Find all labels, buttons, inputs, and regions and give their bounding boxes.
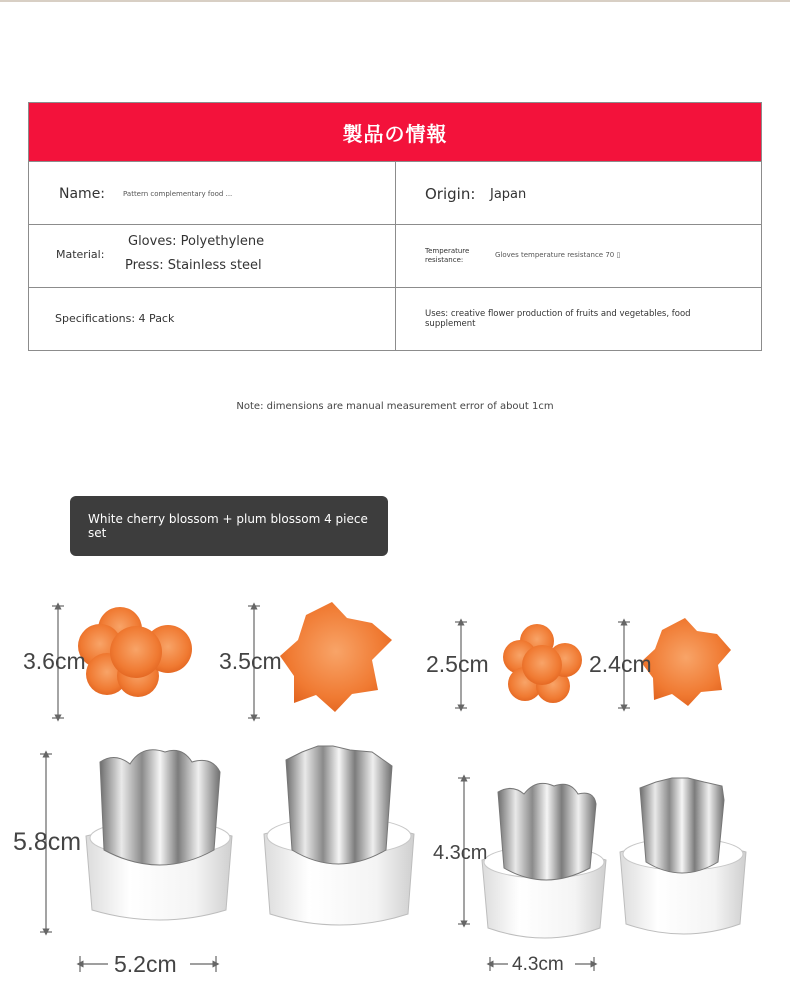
carrot-flower-3: [503, 624, 582, 703]
flower2-height-label: 3.5cm: [219, 648, 282, 674]
cutter-small-cherry: [620, 778, 746, 934]
origin-value: Japan: [490, 187, 527, 202]
carrot-flower-4: [641, 618, 731, 706]
origin-label: Origin:: [425, 185, 476, 203]
temperature-value: Gloves temperature resistance 70 ▯: [495, 251, 621, 259]
flower3-height-label: 2.5cm: [426, 651, 489, 677]
cutter-large-width-label: 5.2cm: [114, 951, 177, 977]
cutter-large-plum: [86, 750, 232, 920]
carrot-flower-1: [78, 607, 192, 697]
cutter-small-height-label: 4.3cm: [433, 842, 488, 864]
uses-text: [425, 309, 691, 329]
material-press: Press: Stainless steel: [125, 258, 262, 273]
cutter-large-cherry: [264, 746, 414, 925]
table-row-material-temperature: [29, 224, 761, 287]
cutter-large-height-label: 5.8cm: [13, 828, 82, 856]
top-divider: [0, 0, 790, 2]
specifications-text: Specifications: 4 Pack: [55, 312, 175, 325]
material-label: Material:: [56, 248, 105, 261]
temperature-label-line1: Temperature: [425, 247, 470, 255]
table-row-name-origin: [29, 161, 761, 224]
cutter-small-plum: [482, 783, 606, 938]
flower1-height-label: 3.6cm: [23, 648, 86, 674]
temperature-label: [425, 247, 469, 265]
set-label-banner: White cherry blossom + plum blossom 4 piece set: [70, 496, 388, 556]
name-label: Name:: [59, 186, 106, 202]
material-gloves: Gloves: Polyethylene: [128, 234, 265, 249]
table-row-spec-uses: [29, 287, 761, 350]
flower4-height-label: 2.4cm: [589, 651, 652, 677]
uses-line1: Uses: creative flower production of fruits and vegetables, food: [425, 309, 691, 319]
carrot-flower-2: [280, 602, 392, 712]
product-info-table: [28, 102, 762, 351]
product-illustration: [0, 570, 790, 1008]
table-header: 製品の情報: [29, 103, 761, 161]
measurement-note: Note: dimensions are manual measurement error of about 1cm: [236, 401, 554, 412]
name-value: Pattern complementary food ...: [123, 190, 233, 198]
cutter-small-width-label: 4.3cm: [512, 954, 564, 975]
uses-line2: supplement: [425, 319, 476, 329]
temperature-label-line2: resistance:: [425, 256, 464, 264]
